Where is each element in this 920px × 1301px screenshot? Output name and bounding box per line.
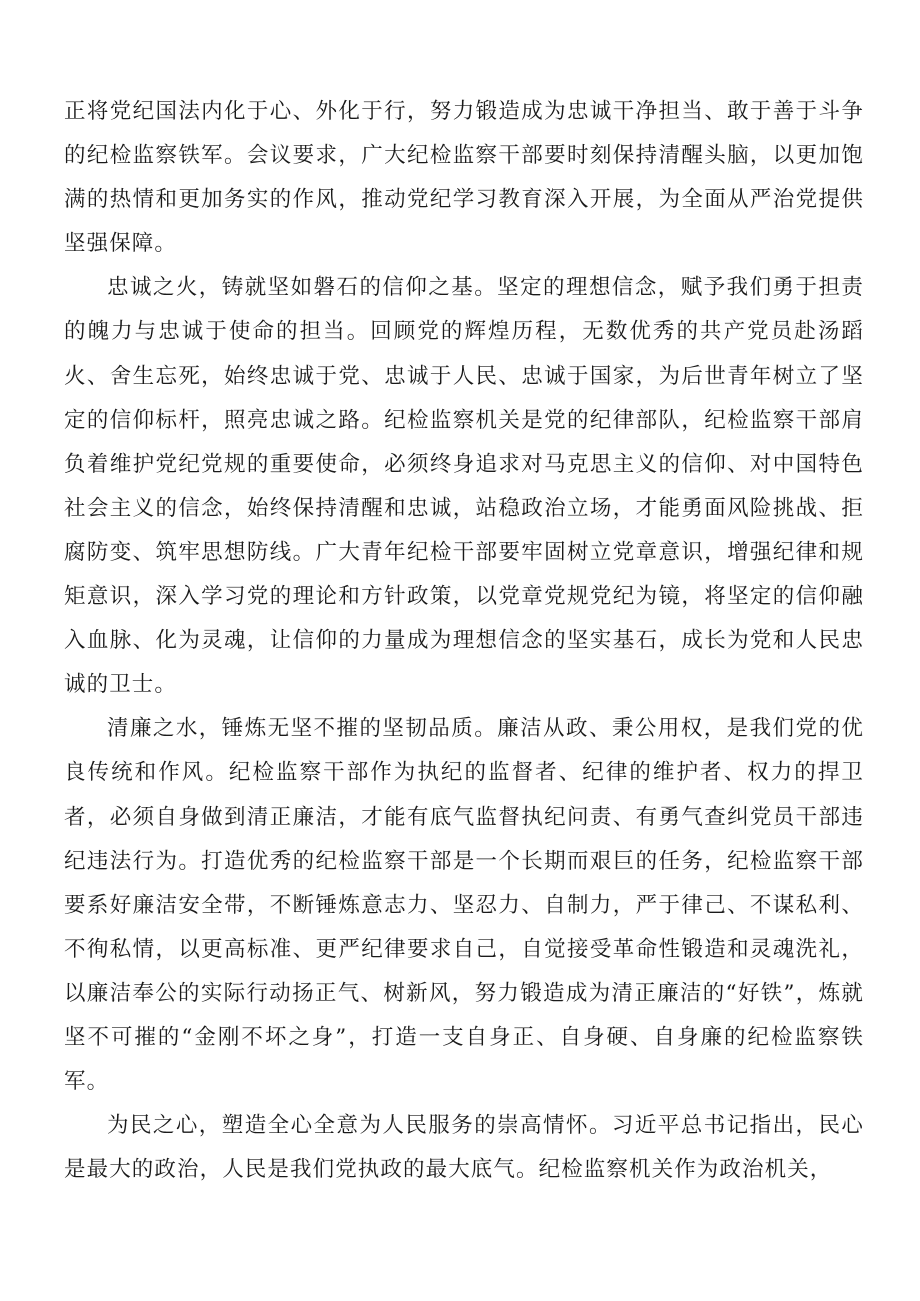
paragraph-3: 清廉之水，锤炼无坚不摧的坚韧品质。廉洁从政、秉公用权，是我们党的优良传统和作风。纪检监察干部作为执纪的监督者、纪律的维护者、权力的捍卫者，必须自身做到清正廉洁，才能有底气监督执纪问责、有勇气查纠党员干部违纪违法行为。打造优秀的纪检监察干部是一个长期而艰巨的任务，纪检监察干部要系好廉洁安全带，不断锤炼意志力、坚忍力、自制力，严于律己、不谋私利、不徇私情，以更高标准、更严纪律要求自己，自觉接受革命性锻造和灵魂洗礼，以廉洁奉公的实际行动扬正气、树新风，努力锻造成为清正廉洁的“好铁”，炼就坚不可摧的“金刚不坏之身”，打造一支自身正、自身硬、自身廉的纪检监察铁军。: [64, 716, 864, 1095]
paragraph-2: 忠诚之火，铸就坚如磐石的信仰之基。坚定的理想信念，赋予我们勇于担责的魄力与忠诚于使命的担当。回顾党的辉煌历程，无数优秀的共产党员赴汤蹈火、舍生忘死，始终忠诚于党、忠诚于人民、忠诚于国家，为后世青年树立了坚定的信仰标杆，照亮忠诚之路。纪检监察机关是党的纪律部队，纪检监察干部肩负着维护党纪党规的重要使命，必须终身追求对马克思主义的信仰、对中国特色社会主义的信念，始终保持清醒和忠诚，站稳政治立场，才能勇面风险挑战、拒腐防变、筑牢思想防线。广大青年纪检干部要牢固树立党章意识，增强纪律和规矩意识，深入学习党的理论和方针政策，以党章党规党纪为镜，将坚定的信仰融入血脉、化为灵魂，让信仰的力量成为理想信念的坚实基石，成长为党和人民忠诚的卫士。: [64, 275, 864, 698]
paragraph-1: 正将党纪国法内化于心、外化于行，努力锻造成为忠诚干净担当、敢于善于斗争的纪检监察铁军。会议要求，广大纪检监察干部要时刻保持清醒头脑，以更加饱满的热情和更加务实的作风，推动党纪学习教育深入开展，为全面从严治党提供坚强保障。: [64, 99, 864, 257]
paragraph-4: 为民之心，塑造全心全意为人民服务的崇高情怀。习近平总书记指出，民心是最大的政治，人民是我们党执政的最大底气。纪检监察机关作为政治机关，: [64, 1113, 864, 1183]
document-body: [64, 90, 864, 1192]
